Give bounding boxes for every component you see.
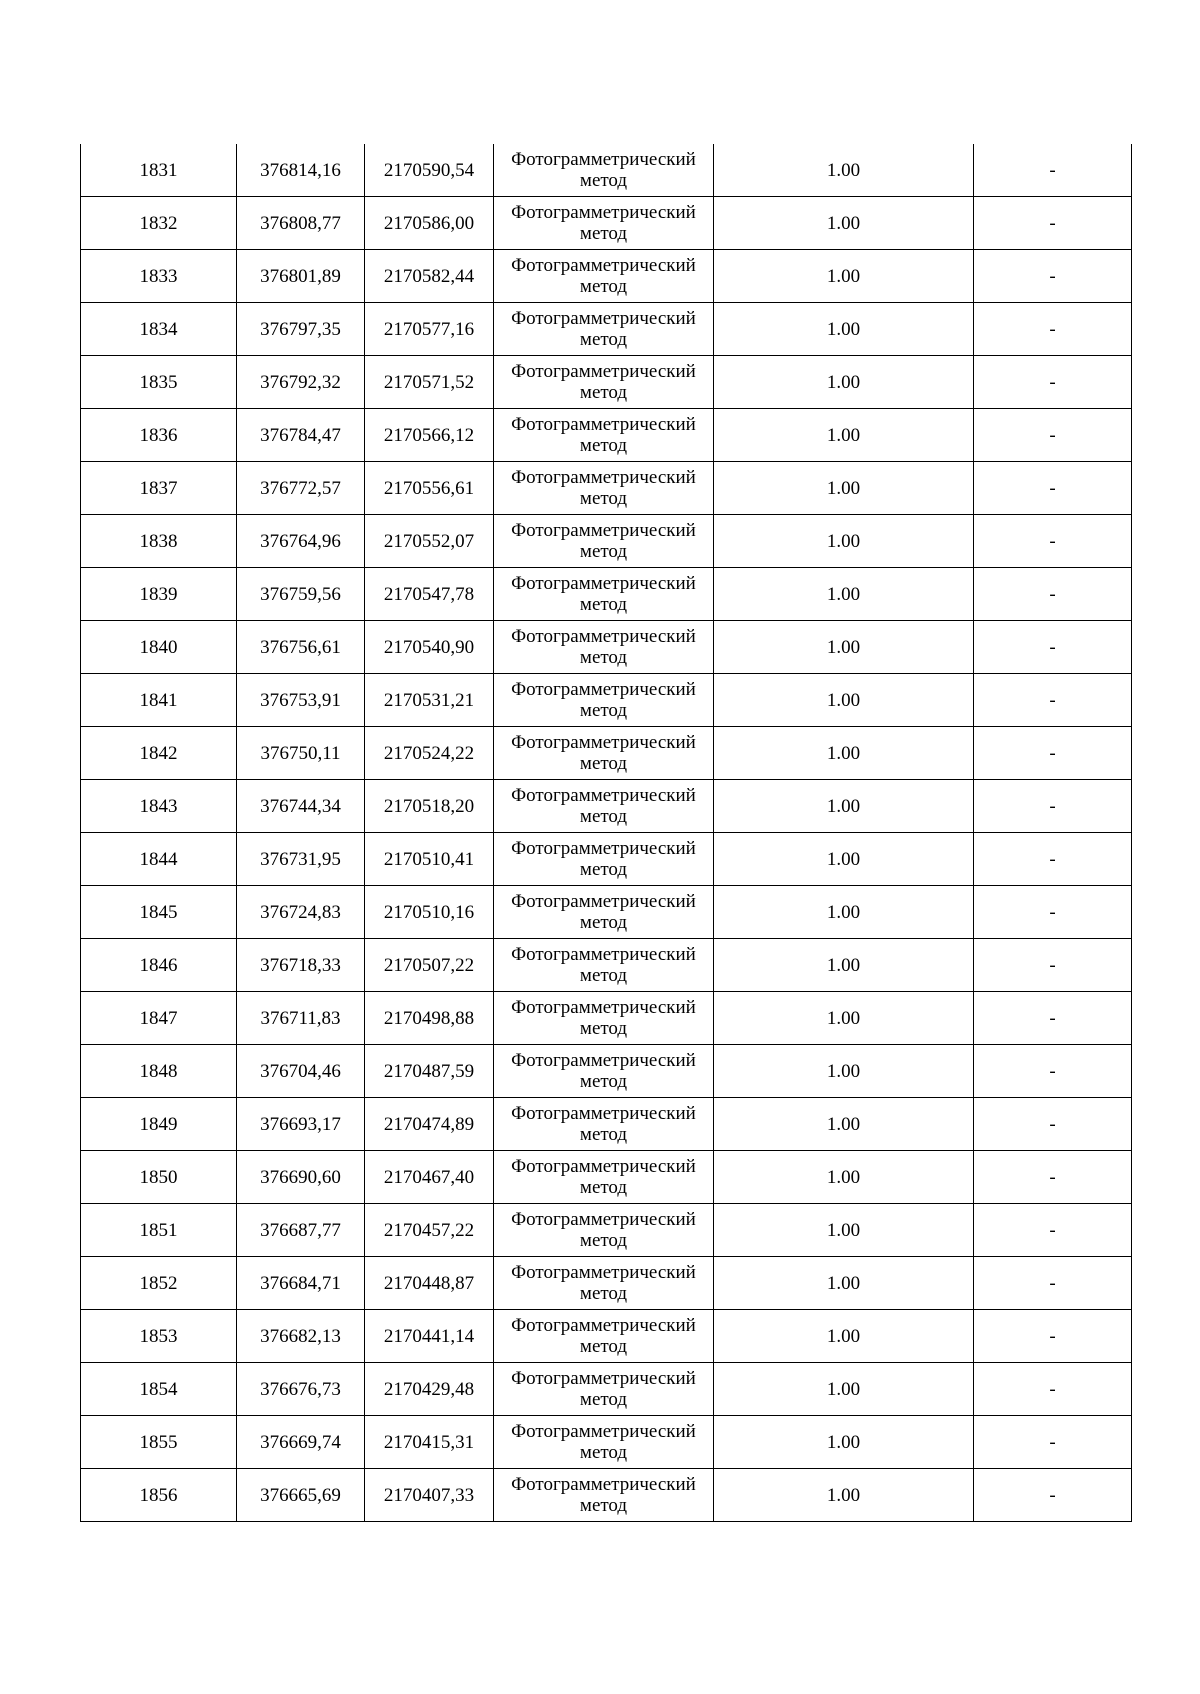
method-cell — [494, 992, 714, 1045]
method-line-2: метод — [579, 488, 628, 509]
y-coordinate-cell: 2170510,16 — [365, 886, 494, 939]
method-line-1: Фотограмметрический — [511, 838, 696, 859]
x-coordinate-cell: 376693,17 — [237, 1098, 365, 1151]
table-row — [81, 1363, 1132, 1416]
x-coordinate-cell: 376704,46 — [237, 1045, 365, 1098]
x-coordinate-cell: 376808,77 — [237, 197, 365, 250]
y-coordinate-cell: 2170507,22 — [365, 939, 494, 992]
method-cell — [494, 1204, 714, 1257]
point-number-cell: 1854 — [81, 1363, 237, 1416]
y-coordinate-cell: 2170556,61 — [365, 462, 494, 515]
accuracy-cell: 1.00 — [714, 1257, 974, 1310]
method-line-1: Фотограмметрический — [511, 1209, 696, 1230]
method-cell — [494, 780, 714, 833]
note-cell: - — [974, 1045, 1132, 1098]
method-line-1: Фотограмметрический — [511, 255, 696, 276]
accuracy-cell: 1.00 — [714, 515, 974, 568]
method-line-2: метод — [579, 329, 628, 350]
y-coordinate-cell: 2170590,54 — [365, 144, 494, 197]
point-number-cell: 1835 — [81, 356, 237, 409]
method-line-1: Фотограмметрический — [511, 997, 696, 1018]
x-coordinate-cell: 376792,32 — [237, 356, 365, 409]
x-coordinate-cell: 376753,91 — [237, 674, 365, 727]
x-coordinate-cell: 376772,57 — [237, 462, 365, 515]
method-line-1: Фотограмметрический — [511, 785, 696, 806]
point-number-cell: 1832 — [81, 197, 237, 250]
method-line-2: метод — [579, 1071, 628, 1092]
method-line-1: Фотограмметрический — [511, 732, 696, 753]
method-line-2: метод — [579, 594, 628, 615]
method-line-2: метод — [579, 1018, 628, 1039]
note-cell: - — [974, 462, 1132, 515]
method-cell — [494, 1469, 714, 1522]
method-cell — [494, 674, 714, 727]
x-coordinate-cell: 376665,69 — [237, 1469, 365, 1522]
accuracy-cell: 1.00 — [714, 1363, 974, 1416]
method-line-2: метод — [579, 1389, 628, 1410]
x-coordinate-cell: 376711,83 — [237, 992, 365, 1045]
y-coordinate-cell: 2170577,16 — [365, 303, 494, 356]
method-line-1: Фотограмметрический — [511, 626, 696, 647]
y-coordinate-cell: 2170571,52 — [365, 356, 494, 409]
table-row — [81, 674, 1132, 727]
method-cell — [494, 1045, 714, 1098]
point-number-cell: 1856 — [81, 1469, 237, 1522]
x-coordinate-cell: 376801,89 — [237, 250, 365, 303]
method-line-2: метод — [579, 965, 628, 986]
note-cell: - — [974, 621, 1132, 674]
method-line-1: Фотограмметрический — [511, 1103, 696, 1124]
point-number-cell: 1844 — [81, 833, 237, 886]
point-number-cell: 1851 — [81, 1204, 237, 1257]
method-line-2: метод — [579, 753, 628, 774]
note-cell: - — [974, 727, 1132, 780]
y-coordinate-cell: 2170474,89 — [365, 1098, 494, 1151]
method-line-1: Фотограмметрический — [511, 1050, 696, 1071]
method-cell — [494, 1416, 714, 1469]
y-coordinate-cell: 2170429,48 — [365, 1363, 494, 1416]
accuracy-cell: 1.00 — [714, 886, 974, 939]
note-cell: - — [974, 356, 1132, 409]
table-row — [81, 462, 1132, 515]
accuracy-cell: 1.00 — [714, 250, 974, 303]
point-number-cell: 1838 — [81, 515, 237, 568]
note-cell: - — [974, 939, 1132, 992]
method-line-1: Фотограмметрический — [511, 414, 696, 435]
method-cell — [494, 1098, 714, 1151]
accuracy-cell: 1.00 — [714, 992, 974, 1045]
table-row — [81, 1257, 1132, 1310]
method-line-1: Фотограмметрический — [511, 1156, 696, 1177]
method-cell — [494, 462, 714, 515]
method-line-2: метод — [579, 1283, 628, 1304]
accuracy-cell: 1.00 — [714, 833, 974, 886]
method-cell — [494, 1310, 714, 1363]
method-line-1: Фотограмметрический — [511, 467, 696, 488]
accuracy-cell: 1.00 — [714, 144, 974, 197]
table-row — [81, 1045, 1132, 1098]
method-cell — [494, 515, 714, 568]
table-row — [81, 727, 1132, 780]
y-coordinate-cell: 2170540,90 — [365, 621, 494, 674]
accuracy-cell: 1.00 — [714, 462, 974, 515]
y-coordinate-cell: 2170518,20 — [365, 780, 494, 833]
note-cell: - — [974, 833, 1132, 886]
method-line-2: метод — [579, 1124, 628, 1145]
y-coordinate-cell: 2170547,78 — [365, 568, 494, 621]
accuracy-cell: 1.00 — [714, 356, 974, 409]
y-coordinate-cell: 2170407,33 — [365, 1469, 494, 1522]
table-row — [81, 515, 1132, 568]
table-row — [81, 833, 1132, 886]
point-number-cell: 1850 — [81, 1151, 237, 1204]
method-line-1: Фотограмметрический — [511, 891, 696, 912]
x-coordinate-cell: 376764,96 — [237, 515, 365, 568]
accuracy-cell: 1.00 — [714, 568, 974, 621]
accuracy-cell: 1.00 — [714, 621, 974, 674]
note-cell: - — [974, 992, 1132, 1045]
point-number-cell: 1833 — [81, 250, 237, 303]
method-cell — [494, 568, 714, 621]
y-coordinate-cell: 2170582,44 — [365, 250, 494, 303]
note-cell: - — [974, 303, 1132, 356]
note-cell: - — [974, 568, 1132, 621]
table-row — [81, 197, 1132, 250]
x-coordinate-cell: 376744,34 — [237, 780, 365, 833]
method-line-2: метод — [579, 276, 628, 297]
accuracy-cell: 1.00 — [714, 1310, 974, 1363]
x-coordinate-cell: 376682,13 — [237, 1310, 365, 1363]
method-line-1: Фотограмметрический — [511, 1421, 696, 1442]
x-coordinate-cell: 376724,83 — [237, 886, 365, 939]
method-line-2: метод — [579, 541, 628, 562]
method-cell — [494, 621, 714, 674]
method-cell — [494, 197, 714, 250]
method-line-1: Фотограмметрический — [511, 573, 696, 594]
point-number-cell: 1840 — [81, 621, 237, 674]
y-coordinate-cell: 2170586,00 — [365, 197, 494, 250]
accuracy-cell: 1.00 — [714, 197, 974, 250]
method-cell — [494, 1151, 714, 1204]
note-cell: - — [974, 250, 1132, 303]
note-cell: - — [974, 1257, 1132, 1310]
method-line-2: метод — [579, 806, 628, 827]
method-line-1: Фотограмметрический — [511, 1262, 696, 1283]
x-coordinate-cell: 376684,71 — [237, 1257, 365, 1310]
note-cell: - — [974, 1416, 1132, 1469]
y-coordinate-cell: 2170487,59 — [365, 1045, 494, 1098]
method-line-1: Фотограмметрический — [511, 1474, 696, 1495]
table-row — [81, 356, 1132, 409]
method-line-2: метод — [579, 170, 628, 191]
table-row — [81, 886, 1132, 939]
x-coordinate-cell: 376756,61 — [237, 621, 365, 674]
method-cell — [494, 833, 714, 886]
point-number-cell: 1846 — [81, 939, 237, 992]
x-coordinate-cell: 376687,77 — [237, 1204, 365, 1257]
point-number-cell: 1837 — [81, 462, 237, 515]
point-number-cell: 1849 — [81, 1098, 237, 1151]
method-cell — [494, 1363, 714, 1416]
method-line-1: Фотограмметрический — [511, 1315, 696, 1336]
method-cell — [494, 939, 714, 992]
x-coordinate-cell: 376784,47 — [237, 409, 365, 462]
x-coordinate-cell: 376718,33 — [237, 939, 365, 992]
table-row — [81, 992, 1132, 1045]
x-coordinate-cell: 376669,74 — [237, 1416, 365, 1469]
point-number-cell: 1831 — [81, 144, 237, 197]
x-coordinate-cell: 376814,16 — [237, 144, 365, 197]
point-number-cell: 1852 — [81, 1257, 237, 1310]
method-line-1: Фотограмметрический — [511, 361, 696, 382]
x-coordinate-cell: 376676,73 — [237, 1363, 365, 1416]
method-line-2: метод — [579, 1336, 628, 1357]
method-line-2: метод — [579, 1495, 628, 1516]
note-cell: - — [974, 674, 1132, 727]
accuracy-cell: 1.00 — [714, 780, 974, 833]
method-line-2: метод — [579, 1177, 628, 1198]
method-line-2: метод — [579, 1230, 628, 1251]
y-coordinate-cell: 2170510,41 — [365, 833, 494, 886]
accuracy-cell: 1.00 — [714, 727, 974, 780]
table-row — [81, 621, 1132, 674]
method-cell — [494, 727, 714, 780]
y-coordinate-cell: 2170531,21 — [365, 674, 494, 727]
method-line-2: метод — [579, 700, 628, 721]
note-cell: - — [974, 1310, 1132, 1363]
method-line-2: метод — [579, 223, 628, 244]
accuracy-cell: 1.00 — [714, 1045, 974, 1098]
method-line-2: метод — [579, 382, 628, 403]
y-coordinate-cell: 2170566,12 — [365, 409, 494, 462]
note-cell: - — [974, 1204, 1132, 1257]
coordinates-table-body — [81, 144, 1132, 1522]
method-line-2: метод — [579, 647, 628, 668]
point-number-cell: 1841 — [81, 674, 237, 727]
method-cell — [494, 356, 714, 409]
y-coordinate-cell: 2170415,31 — [365, 1416, 494, 1469]
method-line-1: Фотограмметрический — [511, 520, 696, 541]
point-number-cell: 1834 — [81, 303, 237, 356]
accuracy-cell: 1.00 — [714, 409, 974, 462]
point-number-cell: 1848 — [81, 1045, 237, 1098]
method-line-1: Фотограмметрический — [511, 1368, 696, 1389]
table-row — [81, 780, 1132, 833]
table-row — [81, 1416, 1132, 1469]
method-line-2: метод — [579, 912, 628, 933]
accuracy-cell: 1.00 — [714, 1151, 974, 1204]
method-cell — [494, 303, 714, 356]
method-line-2: метод — [579, 1442, 628, 1463]
point-number-cell: 1839 — [81, 568, 237, 621]
note-cell: - — [974, 197, 1132, 250]
y-coordinate-cell: 2170552,07 — [365, 515, 494, 568]
table-row — [81, 1469, 1132, 1522]
table-row — [81, 1310, 1132, 1363]
note-cell: - — [974, 1469, 1132, 1522]
table-row — [81, 568, 1132, 621]
x-coordinate-cell: 376690,60 — [237, 1151, 365, 1204]
accuracy-cell: 1.00 — [714, 1098, 974, 1151]
note-cell: - — [974, 144, 1132, 197]
accuracy-cell: 1.00 — [714, 1204, 974, 1257]
y-coordinate-cell: 2170448,87 — [365, 1257, 494, 1310]
x-coordinate-cell: 376731,95 — [237, 833, 365, 886]
method-line-1: Фотограмметрический — [511, 149, 696, 170]
table-row — [81, 250, 1132, 303]
accuracy-cell: 1.00 — [714, 939, 974, 992]
point-number-cell: 1842 — [81, 727, 237, 780]
table-row — [81, 939, 1132, 992]
accuracy-cell: 1.00 — [714, 1469, 974, 1522]
accuracy-cell: 1.00 — [714, 303, 974, 356]
method-cell — [494, 250, 714, 303]
method-line-1: Фотограмметрический — [511, 202, 696, 223]
note-cell: - — [974, 1363, 1132, 1416]
table-row — [81, 1151, 1132, 1204]
point-number-cell: 1847 — [81, 992, 237, 1045]
method-line-2: метод — [579, 435, 628, 456]
y-coordinate-cell: 2170457,22 — [365, 1204, 494, 1257]
point-number-cell: 1853 — [81, 1310, 237, 1363]
method-line-2: метод — [579, 859, 628, 880]
x-coordinate-cell: 376797,35 — [237, 303, 365, 356]
y-coordinate-cell: 2170498,88 — [365, 992, 494, 1045]
point-number-cell: 1845 — [81, 886, 237, 939]
table-row — [81, 1204, 1132, 1257]
method-line-1: Фотограмметрический — [511, 944, 696, 965]
y-coordinate-cell: 2170467,40 — [365, 1151, 494, 1204]
note-cell: - — [974, 515, 1132, 568]
table-row — [81, 144, 1132, 197]
point-number-cell: 1855 — [81, 1416, 237, 1469]
method-cell — [494, 886, 714, 939]
method-cell — [494, 1257, 714, 1310]
note-cell: - — [974, 1151, 1132, 1204]
note-cell: - — [974, 1098, 1132, 1151]
y-coordinate-cell: 2170524,22 — [365, 727, 494, 780]
method-line-1: Фотограмметрический — [511, 679, 696, 700]
table-row — [81, 409, 1132, 462]
method-cell — [494, 409, 714, 462]
y-coordinate-cell: 2170441,14 — [365, 1310, 494, 1363]
note-cell: - — [974, 780, 1132, 833]
point-number-cell: 1843 — [81, 780, 237, 833]
accuracy-cell: 1.00 — [714, 1416, 974, 1469]
method-cell — [494, 144, 714, 197]
coordinates-table — [80, 144, 1132, 1522]
note-cell: - — [974, 886, 1132, 939]
point-number-cell: 1836 — [81, 409, 237, 462]
method-line-1: Фотограмметрический — [511, 308, 696, 329]
table-row — [81, 303, 1132, 356]
note-cell: - — [974, 409, 1132, 462]
x-coordinate-cell: 376759,56 — [237, 568, 365, 621]
accuracy-cell: 1.00 — [714, 674, 974, 727]
table-row — [81, 1098, 1132, 1151]
x-coordinate-cell: 376750,11 — [237, 727, 365, 780]
